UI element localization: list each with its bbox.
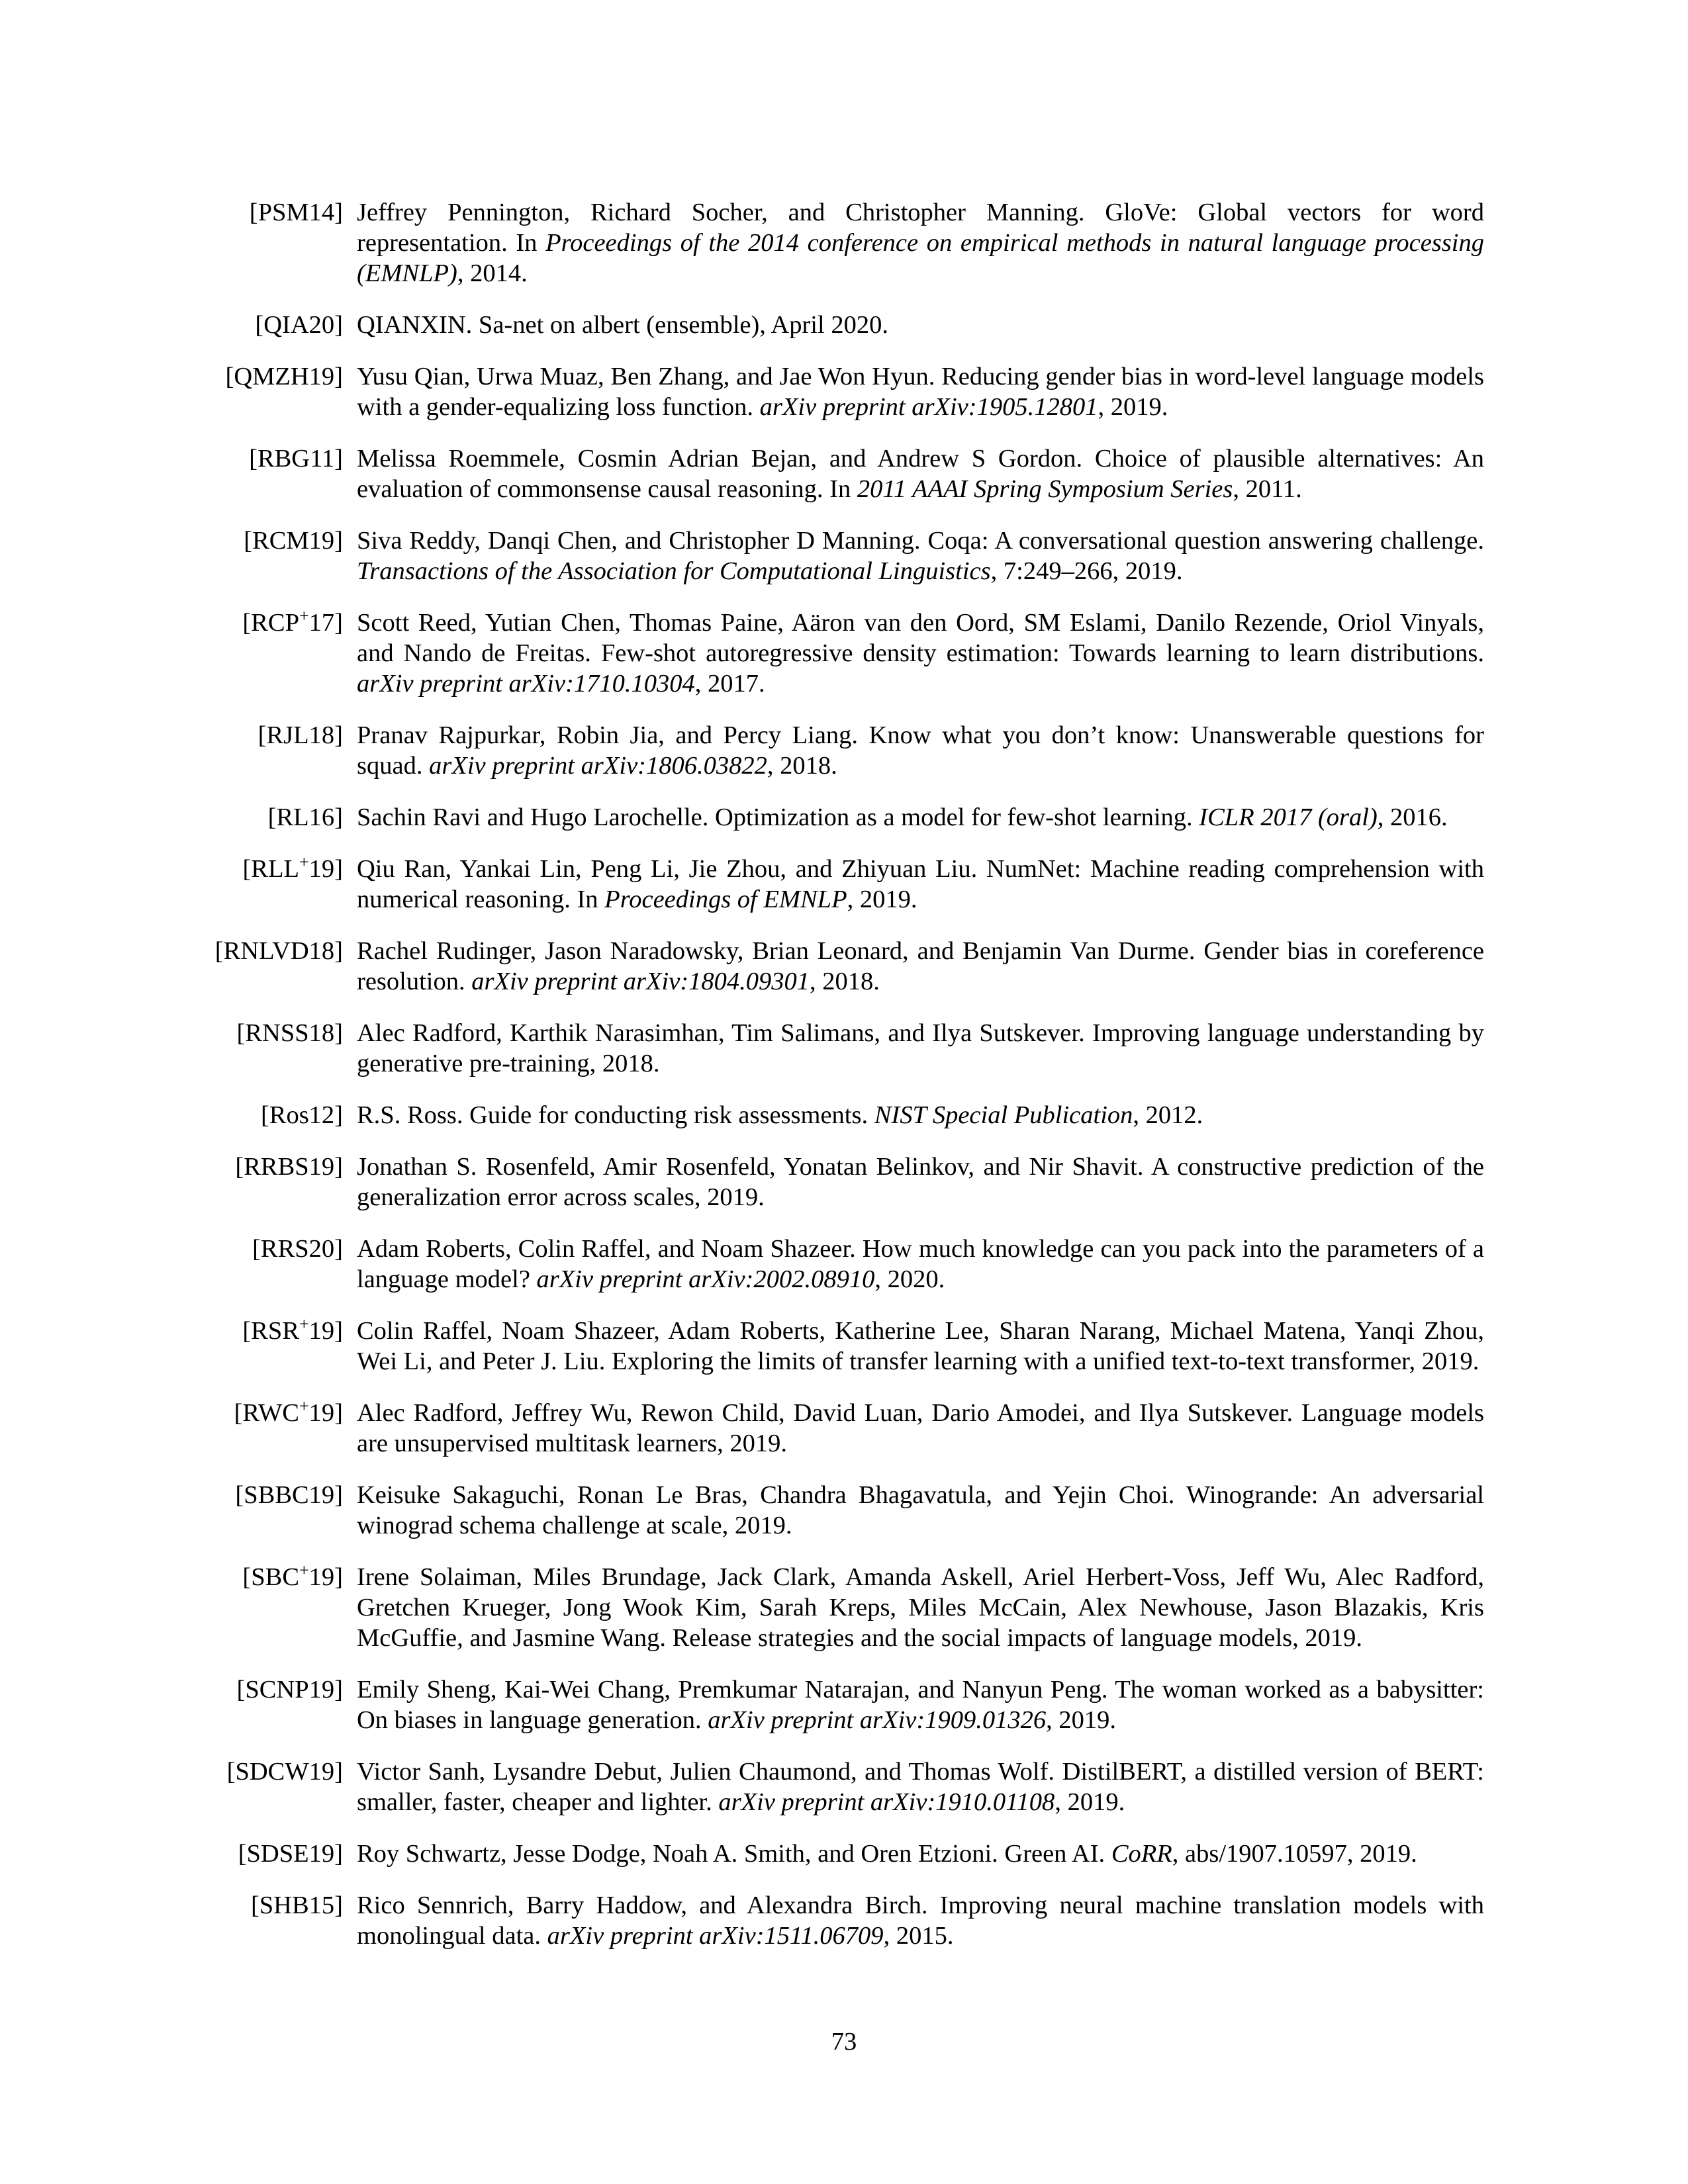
reference-text: Adam Roberts, Colin Raffel, and Noam Shazeer. How much knowledge can you pack into the parameters of a language model? arXiv preprint arXiv:2002.08910, 2020. — [357, 1235, 1484, 1293]
reference-text: Pranav Rajpurkar, Robin Jia, and Percy Liang. Know what you don’t know: Unanswerable questions for squad. arXiv preprint arXiv:1806.03822, 2018. — [357, 721, 1484, 780]
reference-entry — [0, 197, 1688, 289]
reference-text: Rico Sennrich, Barry Haddow, and Alexandra Birch. Improving neural machine translation models with monolingual data. arXiv preprint arXiv:1511.06709, 2015. — [357, 1891, 1484, 1950]
reference-entry — [0, 802, 1688, 833]
reference-key: [RWC+19] — [234, 1396, 343, 1427]
reference-text: Emily Sheng, Kai-Wei Chang, Premkumar Natarajan, and Nanyun Peng. The woman worked as a babysitter: On biases in language generation. arXiv preprint arXiv:1909.01326, 2019. — [357, 1676, 1484, 1734]
reference-text: Jonathan S. Rosenfeld, Amir Rosenfeld, Yonatan Belinkov, and Nir Shavit. A constructive prediction of the generalization error across scales, 2019. — [357, 1153, 1484, 1211]
reference-text: Yusu Qian, Urwa Muaz, Ben Zhang, and Jae Won Hyun. Reducing gender bias in word-level language models with a gender-equalizing loss function. arXiv preprint arXiv:1905.12801, 2019. — [357, 363, 1484, 421]
reference-text: Jeffrey Pennington, Richard Socher, and Christopher Manning. GloVe: Global vectors for word representation. In Proceedings of the 2014 conference on empirical methods in natural language processing (EMNLP), 2014. — [357, 199, 1484, 287]
reference-entry — [0, 1839, 1688, 1869]
reference-text: Irene Solaiman, Miles Brundage, Jack Clark, Amanda Askell, Ariel Herbert-Voss, Jeff Wu, Alec Radford, Gretchen Krueger, Jong Wook Kim, Sarah Kreps, Miles McCain, Alex Newhouse, Jason Blazakis, Kris McGuffie, and Jasmine Wang. Release strategies and the social impacts of language models, 2019. — [357, 1563, 1484, 1652]
reference-key: [RJL18] — [258, 721, 343, 749]
reference-list — [0, 197, 1688, 1972]
reference-entry — [0, 1562, 1688, 1653]
reference-text: QIANXIN. Sa-net on albert (ensemble), April 2020. — [357, 311, 888, 339]
reference-key: [RCM19] — [244, 527, 343, 555]
reference-entry — [0, 1890, 1688, 1951]
reference-key: [QMZH19] — [225, 363, 343, 390]
reference-key: [RL16] — [267, 803, 343, 831]
reference-key: [Ros12] — [260, 1101, 343, 1129]
reference-text: Qiu Ran, Yankai Lin, Peng Li, Jie Zhou, and Zhiyuan Liu. NumNet: Machine reading comprehension with numerical reasoning. In Proceedings of EMNLP, 2019. — [357, 855, 1484, 913]
reference-key: [RNLVD18] — [214, 937, 343, 965]
reference-text: Alec Radford, Karthik Narasimhan, Tim Salimans, and Ilya Sutskever. Improving language understanding by generative pre-training, 2018. — [357, 1019, 1484, 1077]
reference-text: Melissa Roemmele, Cosmin Adrian Bejan, and Andrew S Gordon. Choice of plausible alternatives: An evaluation of commonsense causal reasoning. In 2011 AAAI Spring Symposium Series, 2011. — [357, 445, 1484, 503]
reference-entry — [0, 1234, 1688, 1295]
reference-key: [SDSE19] — [238, 1840, 343, 1868]
reference-key: [SBBC19] — [235, 1481, 343, 1509]
reference-entry — [0, 1152, 1688, 1212]
reference-key: [RSR+19] — [242, 1314, 343, 1345]
reference-entry — [0, 361, 1688, 422]
reference-entry — [0, 310, 1688, 340]
reference-key: [RNSS18] — [236, 1019, 343, 1047]
reference-entry — [0, 1480, 1688, 1541]
reference-key: [RCP+17] — [242, 606, 343, 637]
reference-text: Scott Reed, Yutian Chen, Thomas Paine, Aäron van den Oord, SM Eslami, Danilo Rezende, Oriol Vinyals, and Nando de Freitas. Few-shot autoregressive density estimation: Towards learning to learn distributions. arXiv preprint arXiv:1710.10304, 2017. — [357, 609, 1484, 698]
reference-text: Colin Raffel, Noam Shazeer, Adam Roberts, Katherine Lee, Sharan Narang, Michael Matena, Yanqi Zhou, Wei Li, and Peter J. Liu. Exploring the limits of transfer learning with a unified text-to-text transformer, 2019. — [357, 1317, 1484, 1375]
reference-key: [SHB15] — [250, 1891, 343, 1919]
reference-text: Keisuke Sakaguchi, Ronan Le Bras, Chandra Bhagavatula, and Yejin Choi. Winogrande: An adversarial winograd schema challenge at scale, 2019. — [357, 1481, 1484, 1539]
reference-text: Rachel Rudinger, Jason Naradowsky, Brian Leonard, and Benjamin Van Durme. Gender bias in coreference resolution. arXiv preprint arXiv:1804.09301, 2018. — [357, 937, 1484, 995]
reference-key: [QIA20] — [255, 311, 343, 339]
reference-entry — [0, 525, 1688, 586]
reference-text: Roy Schwartz, Jesse Dodge, Noah A. Smith, and Oren Etzioni. Green AI. CoRR, abs/1907.10597, 2019. — [357, 1840, 1417, 1868]
reference-entry — [0, 720, 1688, 781]
reference-entry — [0, 443, 1688, 504]
reference-key: [SBC+19] — [242, 1561, 343, 1591]
reference-text: Sachin Ravi and Hugo Larochelle. Optimization as a model for few-shot learning. ICLR 2017 (oral), 2016. — [357, 803, 1448, 831]
reference-key: [RLL+19] — [242, 852, 343, 883]
reference-entry — [0, 1100, 1688, 1130]
reference-entry — [0, 1316, 1688, 1377]
page-number: 73 — [831, 2028, 857, 2056]
reference-text: R.S. Ross. Guide for conducting risk assessments. NIST Special Publication, 2012. — [357, 1101, 1203, 1129]
reference-text: Victor Sanh, Lysandre Debut, Julien Chaumond, and Thomas Wolf. DistilBERT, a distilled version of BERT: smaller, faster, cheaper and lighter. arXiv preprint arXiv:1910.01108, 2019. — [357, 1758, 1484, 1816]
reference-key: [RRBS19] — [235, 1153, 343, 1181]
reference-text: Alec Radford, Jeffrey Wu, Rewon Child, David Luan, Dario Amodei, and Ilya Sutskever. Language models are unsupervised multitask learners, 2019. — [357, 1399, 1484, 1457]
reference-entry — [0, 608, 1688, 699]
reference-entry — [0, 1674, 1688, 1735]
reference-entry — [0, 1756, 1688, 1817]
reference-entry — [0, 854, 1688, 915]
reference-key: [PSM14] — [249, 199, 343, 226]
reference-text: Siva Reddy, Danqi Chen, and Christopher D Manning. Coqa: A conversational question answering challenge. Transactions of the Association for Computational Linguistics, 7:249–266, 2019. — [357, 527, 1484, 585]
reference-key: [SDCW19] — [226, 1758, 343, 1786]
reference-entry — [0, 1398, 1688, 1459]
reference-key: [SCNP19] — [236, 1676, 343, 1704]
reference-key: [RBG11] — [249, 445, 343, 473]
reference-key: [RRS20] — [252, 1235, 343, 1263]
reference-entry — [0, 1018, 1688, 1079]
reference-entry — [0, 936, 1688, 997]
